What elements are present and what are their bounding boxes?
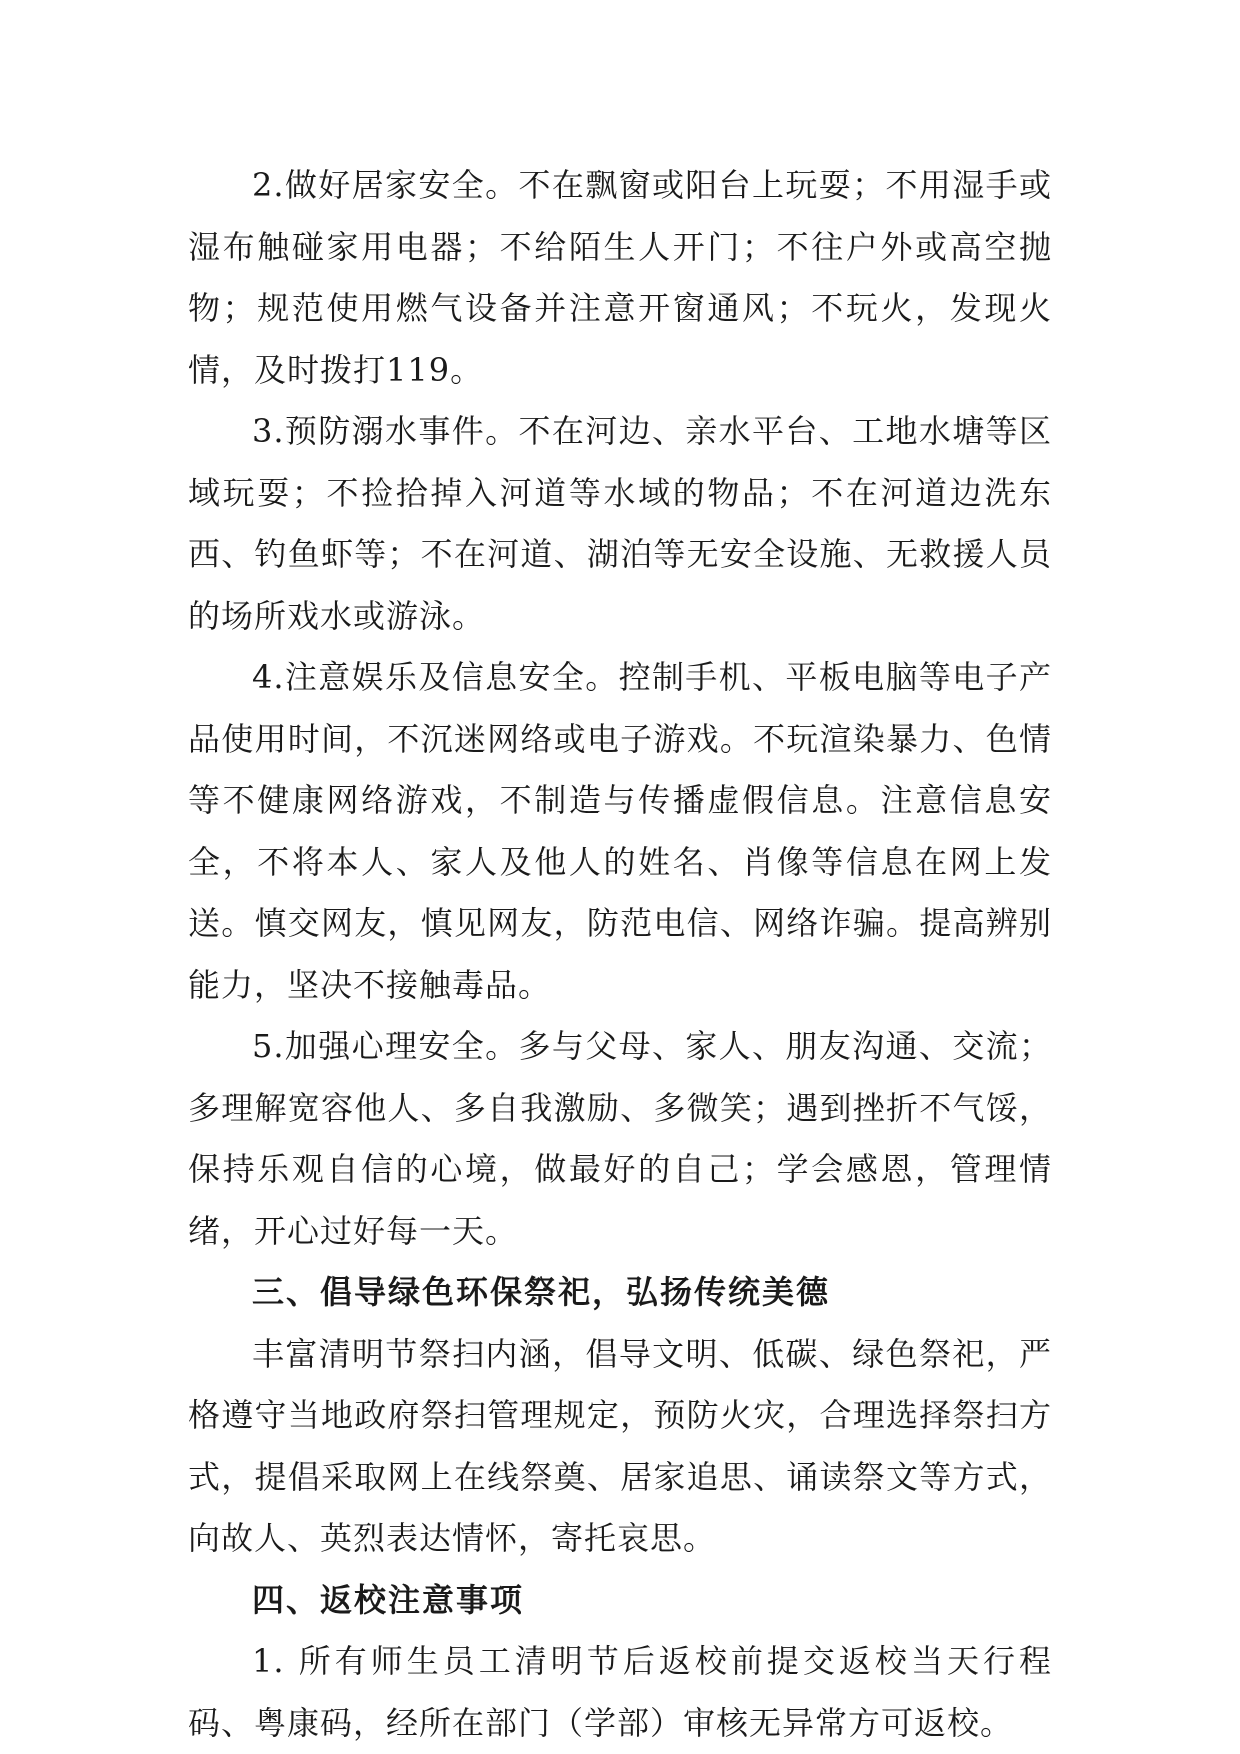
- paragraph-information-safety: 4.注意娱乐及信息安全。控制手机、平板电脑等电子产品使用时间，不沉迷网络或电子游戏。不玩渲染暴力、色情等不健康网络游戏，不制造与传播虚假信息。注意信息安全，不将本人、家人及他人的姓名、肖像等信息在网上发送。慎交网友，慎见网友，防范电信、网络诈骗。提高辨别能力，坚决不接触毒品。: [188, 658, 1052, 1004]
- paragraph-mental-safety: 5.加强心理安全。多与父母、家人、朋友沟通、交流；多理解宽容他人、多自我激励、多微笑；遇到挫折不气馁，保持乐观自信的心境，做最好的自己；学会感恩，管理情绪，开心过好每一天。: [188, 1027, 1052, 1250]
- paragraph-green-sacrifice: 丰富清明节祭扫内涵，倡导文明、低碳、绿色祭祀，严格遵守当地政府祭扫管理规定，预防火灾，合理选择祭扫方式，提倡采取网上在线祭奠、居家追思、诵读祭文等方式，向故人、英烈表达情怀，寄托哀思。: [188, 1334, 1052, 1557]
- paragraph-return-codes: 1. 所有师生员工清明节后返校前提交返校当天行程码、粤康码，经所在部门（学部）审核无异常方可返校。: [188, 1642, 1052, 1742]
- document-body: [188, 155, 1052, 1754]
- section-heading-return-notes: 四、返校注意事项: [252, 1580, 525, 1619]
- paragraph-drowning-prevention: 3.预防溺水事件。不在河边、亲水平台、工地水塘等区域玩耍；不捡拾掉入河道等水域的物品；不在河道边洗东西、钓鱼虾等；不在河道、湖泊等无安全设施、无救援人员的场所戏水或游泳。: [188, 412, 1052, 635]
- paragraph-home-safety: 2.做好居家安全。不在飘窗或阳台上玩耍；不用湿手或湿布触碰家用电器；不给陌生人开门；不往户外或高空抛物；规范使用燃气设备并注意开窗通风；不玩火，发现火情，及时拨打119。: [188, 166, 1052, 389]
- section-heading-green-sacrifice: 三、倡导绿色环保祭祀，弘扬传统美德: [252, 1273, 831, 1311]
